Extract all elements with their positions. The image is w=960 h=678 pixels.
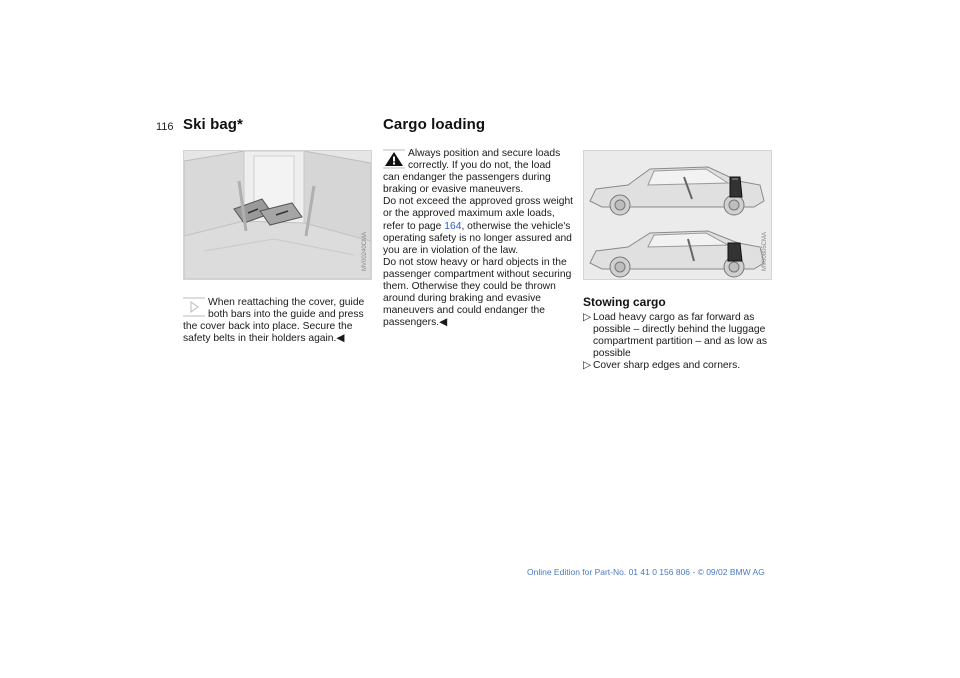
ski-bag-note-rest: the cover back into place. Secure the safety belts in their holders again.◀ (183, 321, 353, 345)
page-link-164[interactable]: 164 (444, 220, 462, 232)
warning-line2: correctly. If you do not, the load (408, 160, 551, 172)
end-mark: ◀ (439, 317, 448, 329)
image-code: MV00805CMA (762, 231, 768, 271)
ski-bag-note-line1: When reattaching the cover, guide (208, 297, 365, 308)
ski-bag-note-line2: both bars into the guide and press (208, 309, 364, 321)
ski-bag-drawing (184, 151, 371, 279)
image-code: MV00240CMA (362, 231, 368, 271)
car-cargo-drawing (584, 151, 771, 279)
warning-rest: can endanger the passengers during braking or evasive maneuvers. (383, 172, 551, 196)
ski-bag-illustration (183, 150, 372, 280)
bullet-triangle-icon: ▷ (583, 312, 591, 323)
stowing-cargo-heading: Stowing cargo (583, 295, 666, 309)
cargo-illustration (583, 150, 772, 280)
ski-bag-note (183, 297, 375, 345)
page-number: 116 (156, 121, 174, 133)
list-item: ▷ Load heavy cargo as far forward as possible – directly behind the luggage compartment partition – and as low as possible (583, 312, 767, 360)
list-item: ▷ Cover sharp edges and corners. (583, 360, 741, 372)
stowing-cargo-list (583, 312, 775, 372)
ski-bag-heading: Ski bag* (183, 116, 243, 133)
warning-line1: Always position and secure loads (408, 148, 561, 159)
heavy-objects-paragraph: Do not stow heavy or hard objects in the passenger compartment without securing them. Otherwise they could be thrown around during braking and evasive maneuvers and could endanger the passengers.◀ (383, 256, 572, 329)
bullet-triangle-icon: ▷ (583, 360, 591, 372)
footer-edition: Online Edition for Part-No. 01 41 0 156 806 - © 09/02 BMW AG (527, 567, 765, 577)
cargo-loading-heading: Cargo loading (383, 116, 486, 133)
cargo-loading-text (383, 148, 575, 329)
axle-load-paragraph: Do not exceed the approved gross weight or the approved maximum axle loads, refer to page 164, otherwise the vehicle's operating safety is no longer assured and you are in violation of the law. (383, 196, 574, 256)
end-mark: ◀ (336, 333, 345, 345)
